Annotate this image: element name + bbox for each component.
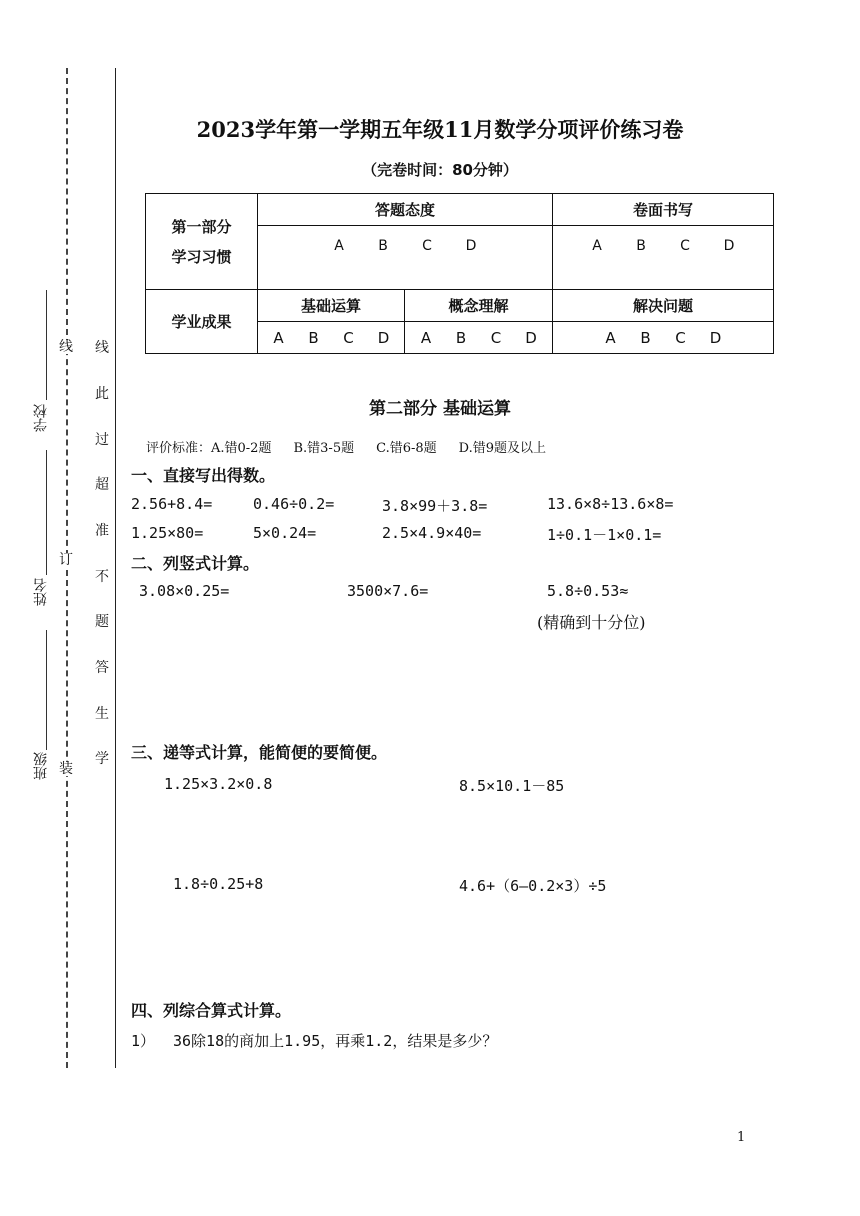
grade-b[interactable]: B	[308, 328, 319, 347]
margin-char-xian: 线	[59, 339, 73, 355]
grade-c[interactable]: C	[343, 328, 354, 347]
grade-a[interactable]: A	[605, 328, 616, 347]
page-number: 1	[737, 1130, 746, 1145]
basic-grades	[258, 322, 405, 354]
q1-r2-c2: 5×0.24=	[253, 524, 317, 542]
q1-heading: 一、直接写出得数。	[131, 466, 276, 485]
q3-heading: 三、递等式计算，能简便的要简便。	[131, 743, 388, 762]
q1-r1-c2: 0.46÷0.2=	[253, 495, 335, 513]
grade-c[interactable]: C	[490, 328, 502, 347]
part2-title: 第二部分 基础运算	[369, 399, 511, 419]
part1-cell	[146, 194, 258, 290]
problem-header: 解决问题	[553, 290, 774, 322]
binding-solid-line	[115, 68, 116, 1068]
q1-r2-c4: 1÷0.1－1×0.1=	[547, 526, 662, 544]
warning-char-9: 此	[95, 386, 109, 402]
concept-header: 概念理解	[405, 290, 553, 322]
criteria-b: B.错3-5题	[293, 441, 355, 456]
evaluation-table	[145, 193, 774, 354]
q2-precision-note: (精确到十分位)	[537, 613, 646, 632]
time-limit: （完卷时间：80分钟）	[362, 161, 518, 179]
grade-b[interactable]: B	[640, 328, 651, 347]
evaluation-criteria	[146, 437, 568, 456]
warning-char-4: 题	[95, 614, 109, 630]
school-blank	[46, 290, 47, 400]
grade-c[interactable]: C	[680, 238, 690, 254]
warning-char-1: 学	[95, 751, 109, 767]
q2-item-3: 5.8÷0.53≈	[547, 582, 629, 600]
grade-d[interactable]: D	[377, 328, 390, 347]
criteria-a: 评价标准：A.错0-2题	[146, 441, 272, 456]
q1-r2-c1: 1.25×80=	[131, 524, 204, 542]
grade-b[interactable]: B	[455, 328, 467, 347]
grade-a[interactable]: A	[420, 328, 432, 347]
writing-grades	[553, 226, 774, 290]
attitude-grades	[258, 226, 553, 290]
basic-header: 基础运算	[258, 290, 405, 322]
grade-d[interactable]: D	[723, 238, 735, 254]
q1-r2-c3: 2.5×4.9×40=	[382, 524, 482, 542]
binding-dashed-line	[66, 68, 68, 1068]
criteria-d: D.错9题及以上	[458, 441, 547, 456]
class-label: 班级	[33, 752, 49, 780]
q3-item-4: 4.6+（6—0.2×3）÷5	[459, 877, 607, 895]
concept-grades	[405, 322, 553, 354]
writing-header: 卷面书写	[553, 194, 774, 226]
achievement-label: 学业成果	[146, 290, 258, 354]
q2-heading: 二、列竖式计算。	[131, 554, 260, 573]
page-title: 2023学年第一学期五年级11月数学分项评价练习卷	[196, 117, 684, 142]
q1-r1-c1: 2.56+8.4=	[131, 495, 213, 513]
warning-char-5: 不	[95, 569, 109, 585]
q1-r1-c4: 13.6×8÷13.6×8=	[547, 495, 674, 513]
school-label: 学校	[33, 404, 49, 432]
grade-b[interactable]: B	[378, 238, 388, 254]
part1-label: 第一部分	[171, 217, 232, 236]
margin-char-ding: 订	[59, 552, 73, 568]
grade-c[interactable]: C	[422, 238, 432, 254]
class-blank	[46, 630, 47, 750]
warning-char-8: 过	[95, 432, 109, 448]
grade-b[interactable]: B	[636, 238, 646, 254]
criteria-c: C.错6-8题	[376, 441, 437, 456]
warning-char-3: 答	[95, 660, 109, 676]
q4-item-1-text: 36除18的商加上1.95，再乘1.2，结果是多少？	[173, 1032, 498, 1050]
q4-heading: 四、列综合算式计算。	[131, 1001, 292, 1020]
grade-d[interactable]: D	[525, 328, 537, 347]
q3-item-3: 1.8÷0.25+8	[173, 875, 264, 893]
grade-d[interactable]: D	[709, 328, 722, 347]
grade-a[interactable]: A	[334, 238, 344, 254]
warning-char-2: 生	[95, 706, 109, 722]
attitude-header: 答题态度	[258, 194, 553, 226]
warning-char-7: 超	[95, 477, 109, 493]
grade-a[interactable]: A	[273, 328, 284, 347]
problem-grades	[553, 322, 774, 354]
q2-item-2: 3500×7.6=	[347, 582, 429, 600]
grade-c[interactable]: C	[675, 328, 686, 347]
habits-label: 学习习惯	[171, 247, 232, 266]
grade-d[interactable]: D	[465, 238, 477, 254]
q1-r1-c3: 3.8×99＋3.8=	[382, 497, 488, 515]
name-blank	[46, 450, 47, 575]
grade-a[interactable]: A	[592, 238, 602, 254]
margin-char-zhuang: 装	[59, 761, 73, 777]
warning-char-6: 准	[95, 523, 109, 539]
q3-item-2: 8.5×10.1－85	[459, 777, 565, 795]
q4-item-1-number: 1）	[131, 1032, 156, 1050]
name-label: 姓名	[33, 578, 49, 606]
warning-char-10: 线	[95, 340, 109, 356]
q3-item-1: 1.25×3.2×0.8	[164, 775, 273, 793]
q2-item-1: 3.08×0.25=	[139, 582, 230, 600]
